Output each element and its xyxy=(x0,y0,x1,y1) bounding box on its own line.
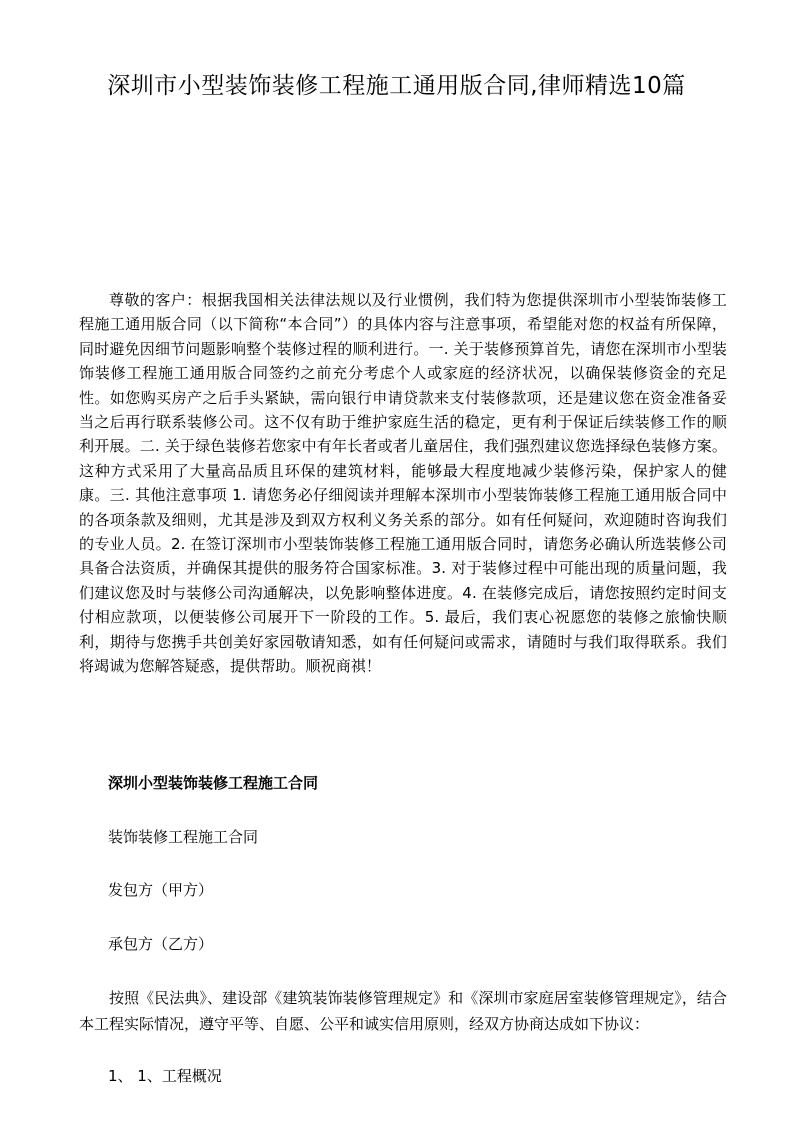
clause-heading: 1、 1、工程概况 xyxy=(108,1067,222,1085)
section-heading: 深圳小型装饰装修工程施工合同 xyxy=(108,774,319,792)
legal-basis-paragraph: 按照《民法典》、建设部《建筑装饰装修管理规定》和《深圳市家庭居室装修管理规定》，结合本工程实际情况，遵守平等、自愿、公平和诚实信用原则，经双方协商达成如下协议： xyxy=(79,989,727,1033)
intro-paragraph: 尊敬的客户：根据我国相关法律法规以及行业惯例，我们特为您提供深圳市小型装饰装修工程施工通用版合同（以下简称“本合同”）的具体内容与注意事项，希望能对您的权益有所保障，同时避免因细节问题影响整个装修过程的顺利进行。一. 关于装修预算首先，请您在深圳市小型装饰装修工程施工通用版合同签约之前充分考虑个人或家庭的经济状况，以确保装修资金的充足性。如您购买房产之后手头紧缺，需向银行申请贷款来支付装修款项，还是建议您在资金准备妥当之后再行联系装修公司。这不仅有助于维护家庭生活的稳定，更有利于保证后续装修工作的顺利开展。二. 关于绿色装修若您家中有年长者或者儿童居住，我们强烈建议您选择绿色装修方案。这种方式采用了大量高品质且环保的建筑材料，能够最大程度地减少装修污染，保护家人的健康。三. 其他注意事项 1. 请您务必仔细阅读并理解本深圳市小型装饰装修工程施工通用版合同中的各项条款及细则，尤其是涉及到双方权利义务关系的部分。如有任何疑问，欢迎随时咨询我们的专业人员。2. 在签订深圳市小型装饰装修工程施工通用版合同时，请您务必确认所选装修公司具备合法资质，并确保其提供的服务符合国家标准。3. 对于装修过程中可能出现的质量问题，我们建议您及时与装修公司沟通解决，以免影响整体进度。4. 在装修完成后，请您按照约定时间支付相应款项，以便装修公司展开下一阶段的工作。5. 最后，我们衷心祝愿您的装修之旅愉快顺利，期待与您携手共创美好家园敬请知悉，如有任何疑问或需求，请随时与我们取得联系。我们将竭诚为您解答疑惑，提供帮助。顺祝商祺！ xyxy=(79,291,727,676)
contract-subtitle: 装饰装修工程施工合同 xyxy=(108,828,259,846)
document-title: 深圳市小型装饰装修工程施工通用版合同,律师精选10篇 xyxy=(107,73,686,99)
party-b-label: 承包方（乙方） xyxy=(108,935,214,953)
party-a-label: 发包方（甲方） xyxy=(108,881,214,899)
